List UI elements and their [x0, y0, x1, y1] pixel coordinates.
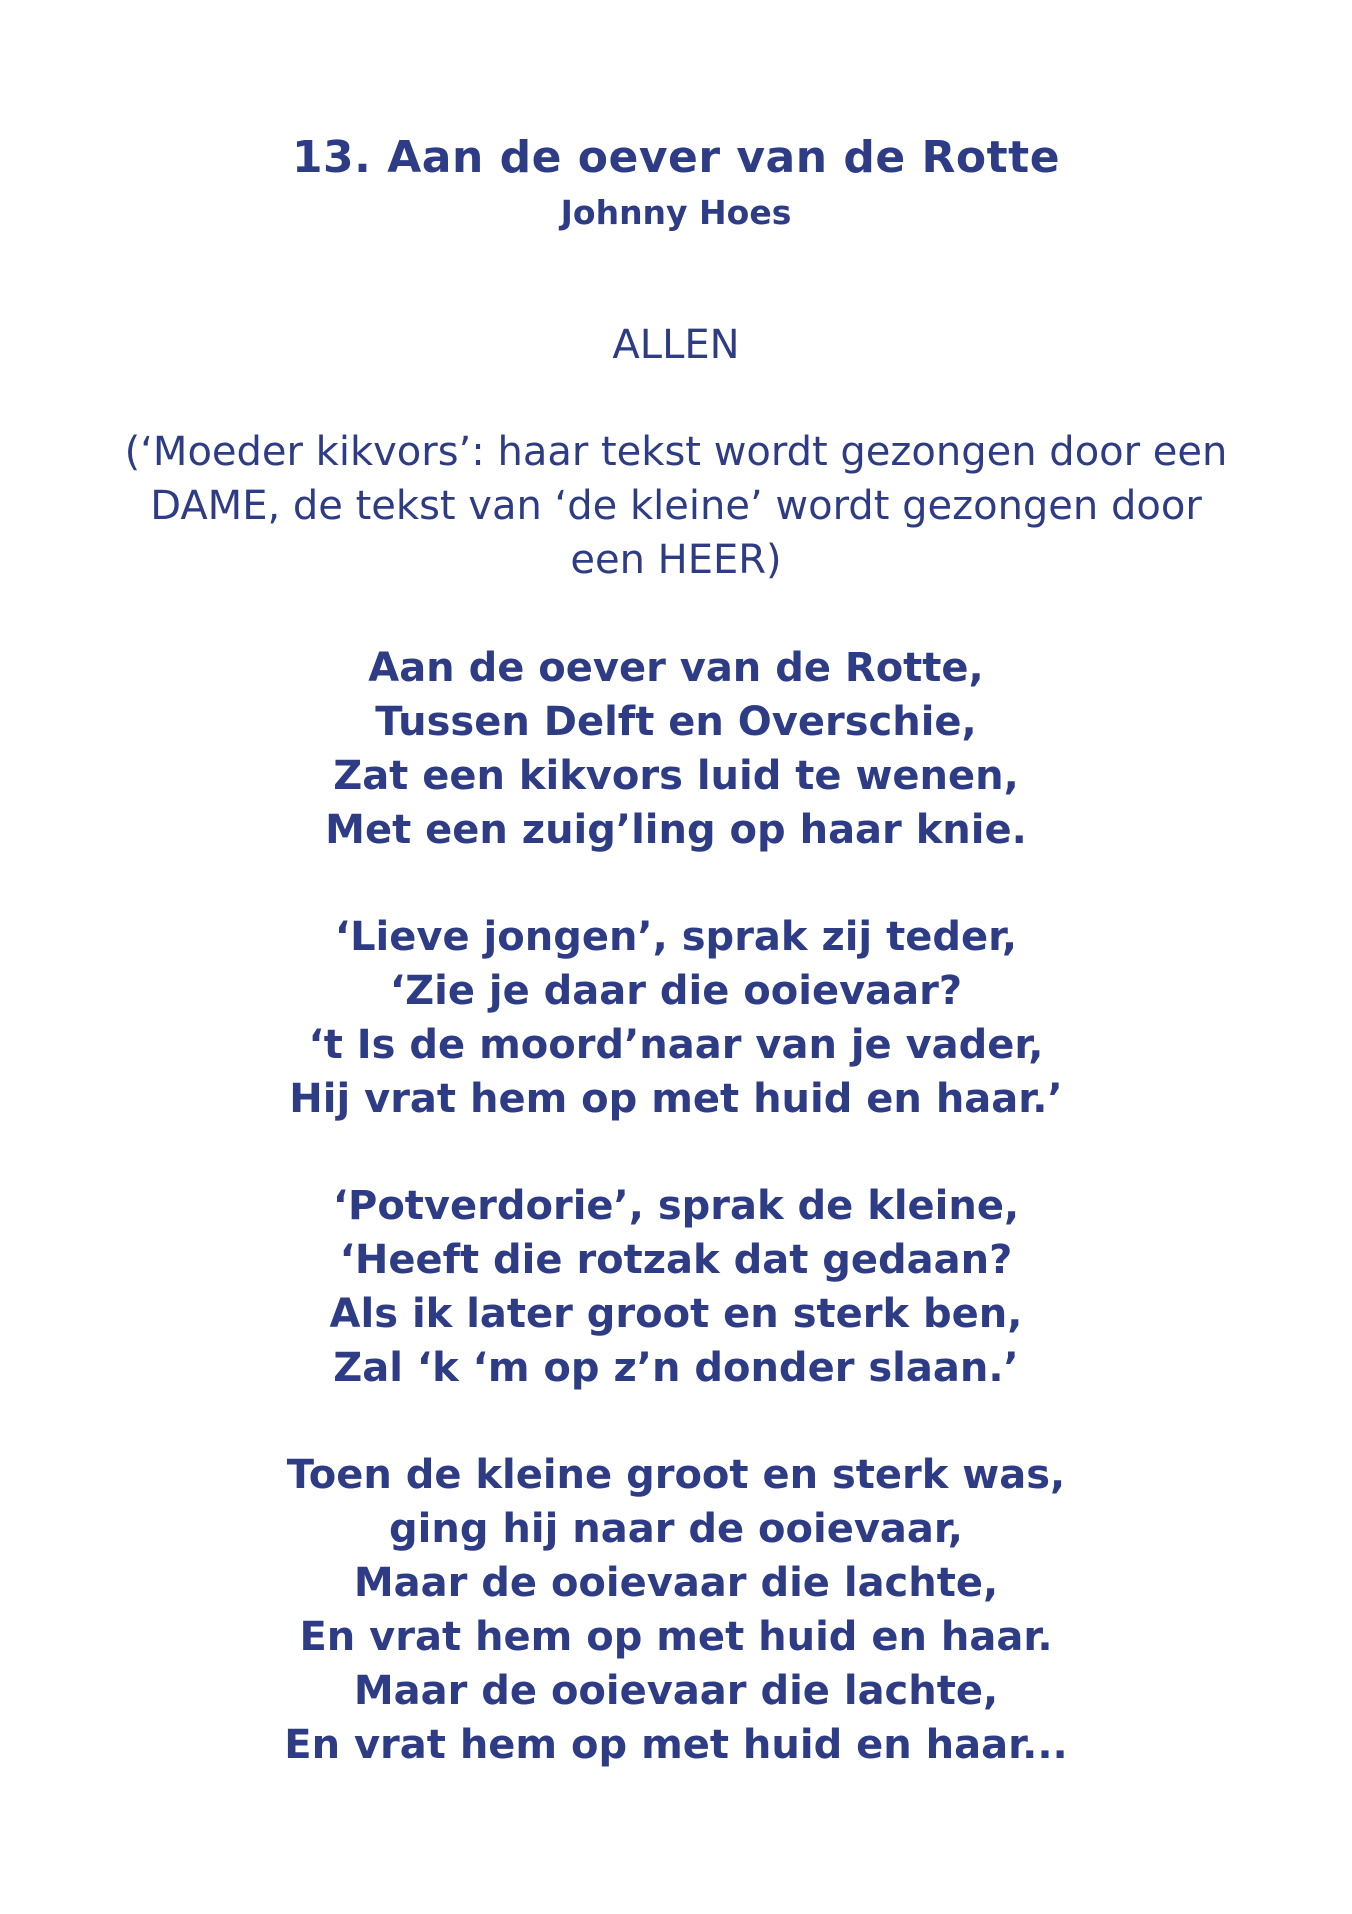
instruction-line: een HEER): [570, 537, 782, 583]
instruction-line: (‘Moeder kikvors’: haar tekst wordt gezongen door een: [124, 429, 1228, 475]
song-author: Johnny Hoes: [560, 193, 792, 232]
lyric-line: Maar de ooievaar die lachte,: [353, 1560, 999, 1606]
lyric-line: ‘Potverdorie’, sprak de kleine,: [332, 1183, 1020, 1229]
lyric-line: Maar de ooievaar die lachte,: [353, 1668, 999, 1714]
lyric-line: Zal ‘k ‘m op z’n donder slaan.’: [333, 1345, 1019, 1391]
lyric-line: Als ik later groot en sterk ben,: [329, 1291, 1023, 1337]
stanza-2: [0, 910, 1352, 1126]
lyric-line: En vrat hem op met huid en haar.: [299, 1614, 1053, 1660]
instruction-line: DAME, de tekst van ‘de kleine’ wordt gezongen door: [150, 483, 1202, 529]
lyric-line: ‘Heeft die rotzak dat gedaan?: [339, 1237, 1013, 1283]
stanza-3: [0, 1179, 1352, 1395]
stanza-1: [0, 641, 1352, 857]
lyric-line: Zat een kikvors luid te wenen,: [333, 753, 1019, 799]
stanza-4: [0, 1448, 1352, 1772]
voice-label: ALLEN: [612, 322, 740, 368]
lyric-line: ‘Zie je daar die ooievaar?: [389, 968, 963, 1014]
lyric-line: ‘Lieve jongen’, sprak zij teder,: [334, 914, 1018, 960]
lyric-line: Met een zuig’ling op haar knie.: [325, 807, 1027, 853]
lyric-line: Tussen Delft en Overschie,: [375, 699, 977, 745]
lyric-line: ging hij naar de ooievaar,: [389, 1506, 963, 1552]
performance-instruction: [100, 425, 1252, 587]
lyric-line: Toen de kleine groot en sterk was,: [286, 1452, 1066, 1498]
lyric-line: Aan de oever van de Rotte,: [368, 645, 984, 691]
lyric-line: ‘t Is de moord’naar van je vader,: [308, 1022, 1044, 1068]
lyric-line: Hij vrat hem op met huid en haar.’: [289, 1076, 1063, 1122]
song-title: 13. Aan de oever van de Rotte: [291, 132, 1061, 183]
lyric-line: En vrat hem op met huid en haar...: [284, 1722, 1068, 1768]
